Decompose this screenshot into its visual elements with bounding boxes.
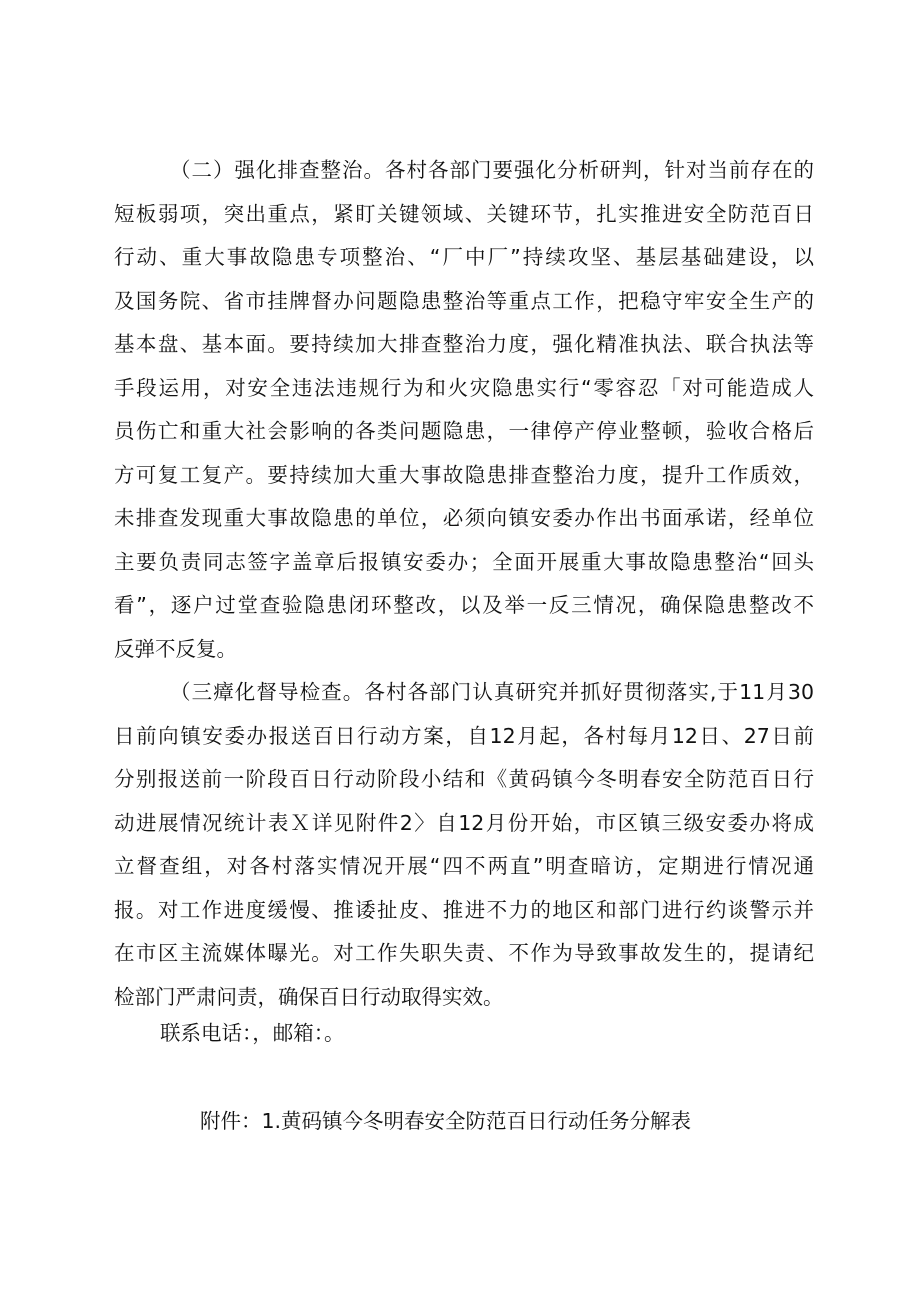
section2-line-7: 员伤亡和重大社会影响的各类问题隐患，一律停产停业整顿，验收合格后	[114, 419, 814, 443]
section3-line-2: 日前向镇安委办报送百日行动方案，自12月起，各村每月12日、27日前	[114, 724, 814, 748]
section2-line-3: 行动、重大事故隐患专项整治、“厂中厂”持续攻坚、基层基础建设，以	[114, 245, 814, 269]
section3-line-8: 检部门严肃问责，确保百日行动取得实效。	[114, 985, 504, 1009]
section2-line-11: 看”，逐户过堂查验隐患闭环整改，以及举一反三情况，确保隐患整改不	[114, 593, 814, 617]
section2-line-6: 手段运用，对安全违法违规行为和火灾隐患实行“零容忍「对可能造成人	[114, 376, 814, 400]
contact-line: 联系电话：，邮箱：。	[160, 1021, 345, 1045]
section3-line-1: （三瘴化督导检查。各村各部门认真研究并抓好贯彻落实,于11月30	[170, 680, 814, 704]
section3-line-3: 分别报送前一阶段百日行动阶段小结和《黄码镇今冬明春安全防范百日行	[114, 767, 814, 791]
section2-line-4: 及国务院、省市挂牌督办问题隐患整治等重点工作，把稳守牢安全生产的	[114, 289, 814, 313]
section2-line-8: 方可复工复产。要持续加大重大事故隐患排查整治力度，提升工作质效，	[114, 463, 814, 487]
section3-line-7: 在市区主流媒体曝光。对工作失职失责、不作为导致事故发生的，提请纪	[114, 941, 814, 965]
section3-line-5: 立督查组，对各村落实情况开展“四不两直”明查暗访，定期进行情况通	[114, 854, 814, 878]
section3-line-6: 报。对工作进度缓慢、推诿扯皮、推进不力的地区和部门进行约谈警示并	[114, 898, 814, 922]
section3-line-4: 动进展情况统计表Ｘ详见附件2〉自12月份开始，市区镇三级安委办将成	[114, 811, 814, 835]
attachment-line: 附件：1.黄码镇今冬明春安全防范百日行动任务分解表	[200, 1109, 692, 1133]
section2-line-12: 反弹不反复。	[114, 637, 237, 661]
section2-line-1: （二）强化排查整治。各村各部门要强化分析研判，针对当前存在的	[170, 158, 814, 182]
section2-line-5: 基本盘、基本面。要持续加大排查整治力度，强化精准执法、联合执法等	[114, 332, 814, 356]
section2-line-2: 短板弱项，突出重点，紧盯关键领域、关键环节，扎实推进安全防范百日	[114, 202, 814, 226]
section2-line-10: 主要负责同志签字盖章后报镇安委办；全面开展重大事故隐患整治“回头	[114, 550, 814, 574]
section2-line-9: 未排查发现重大事故隐患的单位，必须向镇安委办作出书面承诺，经单位	[114, 506, 814, 530]
